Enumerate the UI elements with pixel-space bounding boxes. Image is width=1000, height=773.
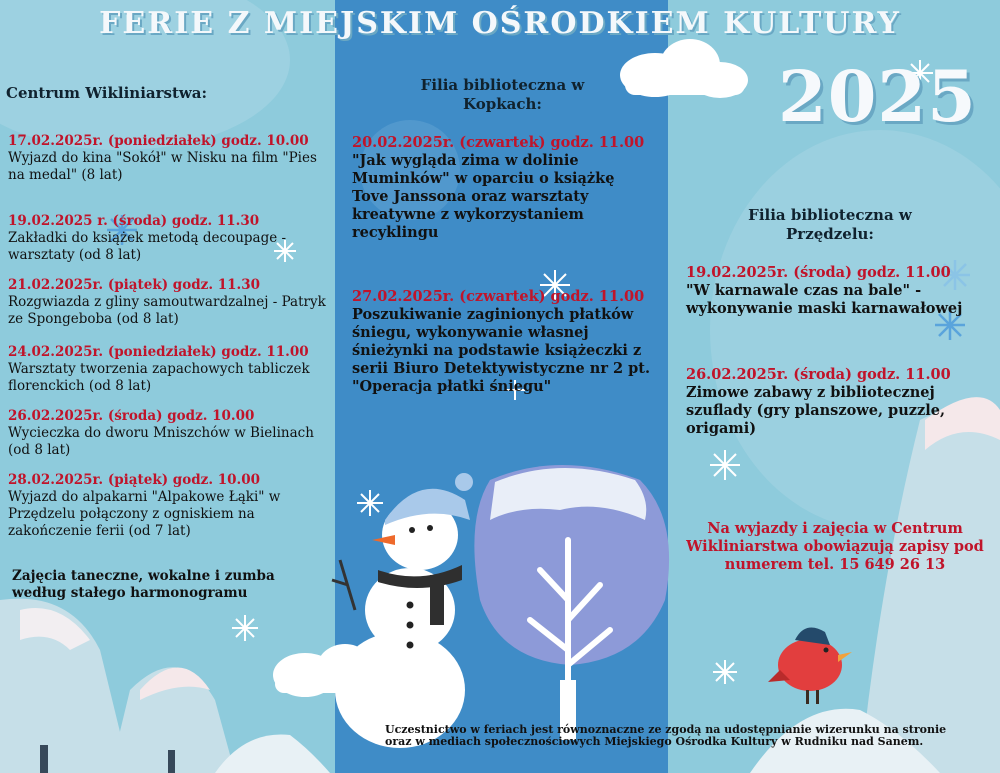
middle-event-1 [352,134,652,242]
event-date: 24.02.2025r. (poniedziałek) godz. 11.00 [8,344,309,360]
event-date: 28.02.2025r. (piątek) godz. 10.00 [8,472,261,488]
middle-column-heading: Filia biblioteczna w Kopkach: [420,76,585,113]
event-date: 17.02.2025r. (poniedziałek) godz. 10.00 [8,133,309,149]
event-date: 26.02.2025r. (środa) godz. 11.00 [686,366,951,383]
event-date: 21.02.2025r. (piątek) godz. 11.30 [8,277,261,293]
image-consent-footer: Uczestnictwo w feriach jest równoznaczne ze zgodą na udostępnianie wizerunku na stronie oraz w mediach społecznościowych Miejskiego Ośrodka Kultury w Rudniku nad Sanem. [385,723,947,748]
right-column-heading: Filia biblioteczna w Przędzelu: [748,206,912,243]
tree-icon [474,465,669,740]
registration-notice: Na wyjazdy i zajęcia w Centrum Wikliniarstwa obowiązują zapisy pod numerem tel. 15 649 26 13 [686,520,984,573]
left-event-3 [8,277,328,328]
event-text: Wyjazd do alpakarni "Alpakowe Łąki" w Przędzelu połączony z ogniskiem na zakończenie ferii (od 7 lat) [8,489,281,539]
event-text: Poszukiwanie zaginionych płatków śniegu, wykonywanie własnej śnieżynki na podstawie książeczki z serii Biuro Detektywistyczne nr 2 pt. "Operacja płatki śniegu" [352,306,651,395]
event-text: Zakładki do książek metodą decoupage - warsztaty (od 8 lat) [8,230,287,263]
event-text: "Jak wygląda zima w dolinie Muminków" w oparciu o książkę Tove Janssona oraz warsztaty kreatywne z wykorzystaniem recyklingu [352,152,615,241]
middle-event-2 [352,288,652,396]
left-event-5 [8,408,328,459]
event-date: 19.02.2025 r. (środa) godz. 11.30 [8,213,260,229]
left-event-6 [8,472,328,540]
event-date: 19.02.2025r. (środa) godz. 11.00 [686,264,951,281]
regular-classes-note: Zajęcia taneczne, wokalne i zumba według stałego harmonogramu [12,568,275,601]
poster-year: 2025 [778,55,977,138]
right-event-2 [686,366,986,438]
event-text: "W karnawale czas na bale" - wykonywanie maski karnawałowej [686,282,963,317]
event-text: Zimowe zabawy z bibliotecznej szuflady (gry planszowe, puzzle, origami) [686,384,945,437]
event-date: 26.02.2025r. (środa) godz. 10.00 [8,408,255,424]
left-column-heading: Centrum Wikliniarstwa: [6,84,208,102]
left-event-4 [8,344,328,395]
cloud-icon [620,39,748,98]
event-date: 27.02.2025r. (czwartek) godz. 11.00 [352,288,645,305]
event-text: Rozgwiazda z gliny samoutwardzalnej - Patryk ze Spongeboba (od 8 lat) [8,294,326,327]
left-event-2 [8,213,328,264]
event-date: 20.02.2025r. (czwartek) godz. 11.00 [352,134,645,151]
left-event-1 [8,133,328,184]
event-text: Wyjazd do kina "Sokół" w Nisku na film "Pies na medal" (8 lat) [8,150,317,183]
poster-title: FERIE Z MIEJSKIM OŚRODKIEM KULTURY [99,6,901,41]
event-text: Warsztaty tworzenia zapachowych tabliczek florenckich (od 8 lat) [8,361,310,394]
snowy-tree-icon [110,667,235,773]
event-text: Wycieczka do dworu Mniszchów w Bielinach (od 8 lat) [8,425,314,458]
snowman-icon [332,473,473,748]
right-event-1 [686,264,986,318]
snowy-tree-icon [0,599,130,773]
bird-icon [768,628,852,705]
